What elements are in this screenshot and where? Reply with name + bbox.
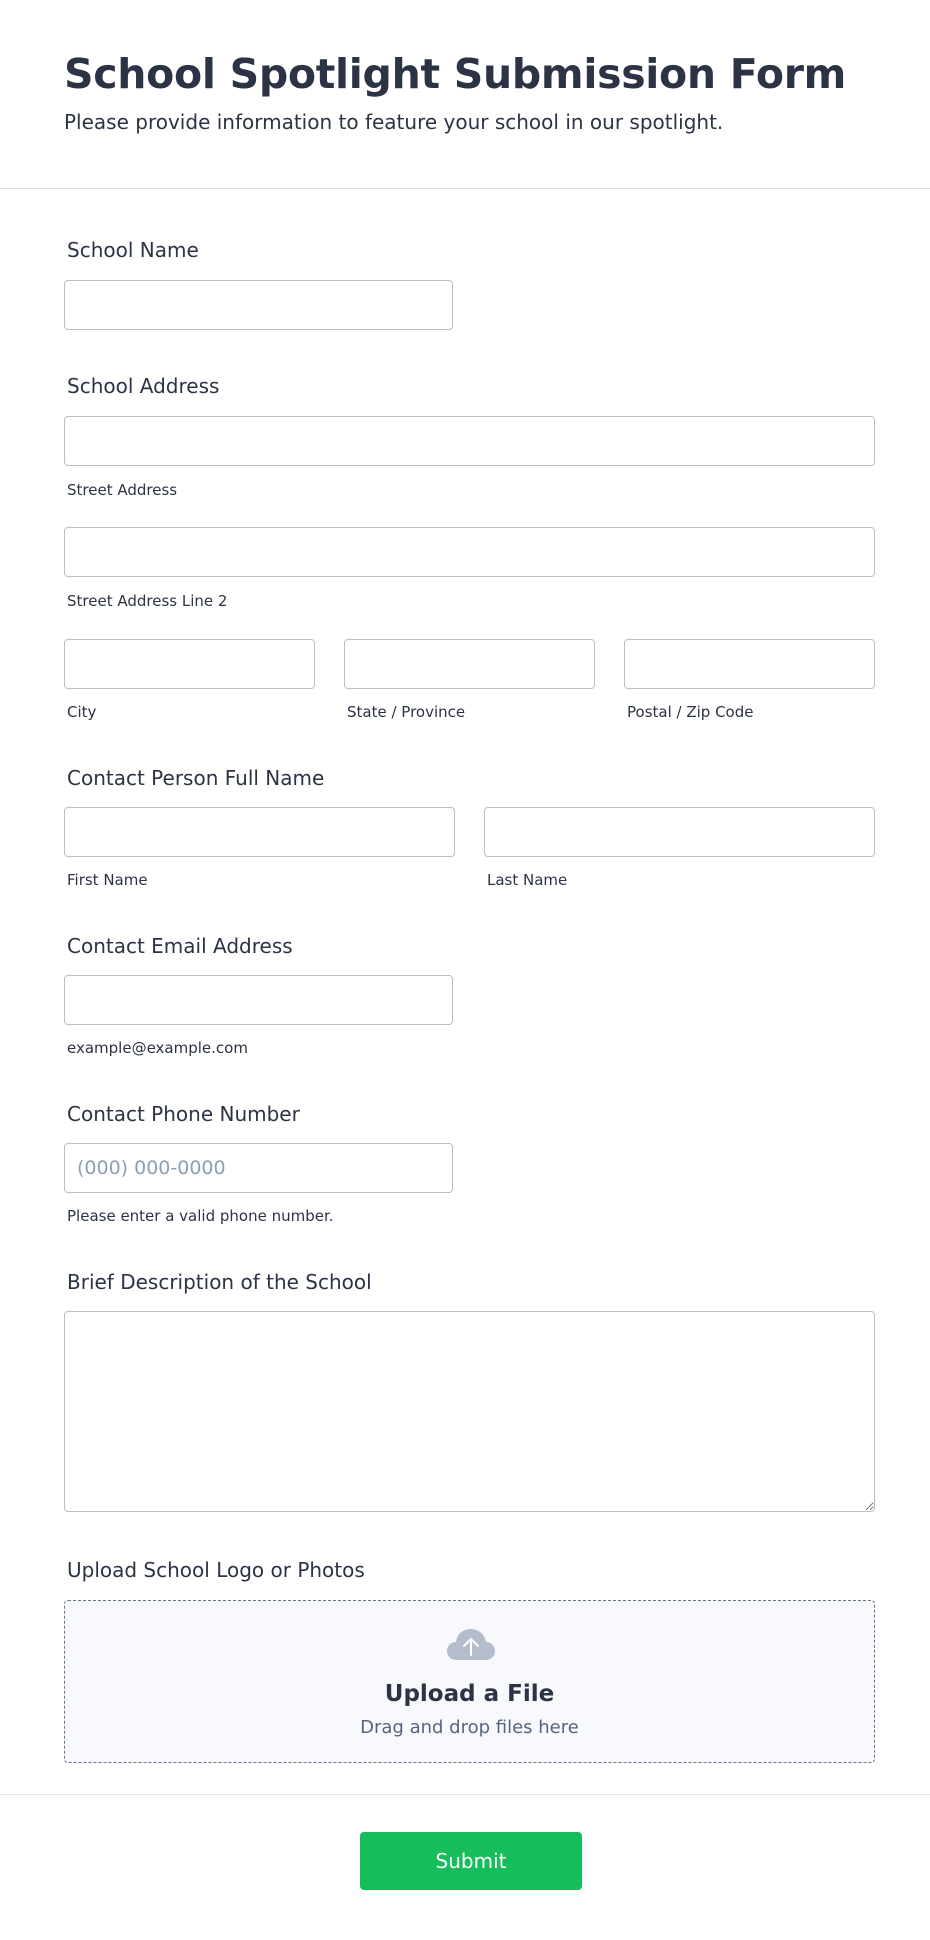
first-name-input[interactable] <box>64 807 455 857</box>
state-sublabel: State / Province <box>347 703 466 721</box>
form-header <box>0 0 930 189</box>
state-input[interactable] <box>344 639 595 689</box>
upload-title: Upload a File <box>384 1681 555 1707</box>
file-upload-dropzone[interactable] <box>64 1600 875 1763</box>
footer-divider <box>0 1794 930 1795</box>
phone-input[interactable] <box>64 1143 453 1193</box>
school-name-label: School Name <box>67 238 199 262</box>
upload-subtitle: Drag and drop files here <box>360 1717 579 1738</box>
postal-code-sublabel: Postal / Zip Code <box>627 703 754 721</box>
contact-phone-label: Contact Phone Number <box>67 1102 300 1126</box>
city-sublabel: City <box>67 703 97 721</box>
street-address-line2-sublabel: Street Address Line 2 <box>67 592 228 610</box>
street-address-line2-input[interactable] <box>64 527 875 577</box>
street-address-sublabel: Street Address <box>67 481 178 499</box>
page-subtitle: Please provide information to feature your school in our spotlight. <box>64 110 724 134</box>
upload-label: Upload School Logo or Photos <box>67 1558 365 1582</box>
description-label: Brief Description of the School <box>67 1270 372 1294</box>
contact-name-label: Contact Person Full Name <box>67 766 325 790</box>
postal-code-input[interactable] <box>624 639 875 689</box>
last-name-sublabel: Last Name <box>487 871 568 889</box>
phone-sublabel: Please enter a valid phone number. <box>67 1207 334 1225</box>
street-address-input[interactable] <box>64 416 875 466</box>
cloud-upload-icon <box>446 1627 496 1661</box>
page-title: School Spotlight Submission Form <box>64 50 847 98</box>
email-input[interactable] <box>64 975 453 1025</box>
school-name-input[interactable] <box>64 280 453 330</box>
school-address-label: School Address <box>67 374 220 398</box>
city-input[interactable] <box>64 639 315 689</box>
first-name-sublabel: First Name <box>67 871 148 889</box>
contact-email-label: Contact Email Address <box>67 934 293 958</box>
description-textarea[interactable] <box>64 1311 875 1512</box>
last-name-input[interactable] <box>484 807 875 857</box>
email-sublabel: example@example.com <box>67 1039 248 1057</box>
submit-button[interactable]: Submit <box>360 1832 582 1890</box>
